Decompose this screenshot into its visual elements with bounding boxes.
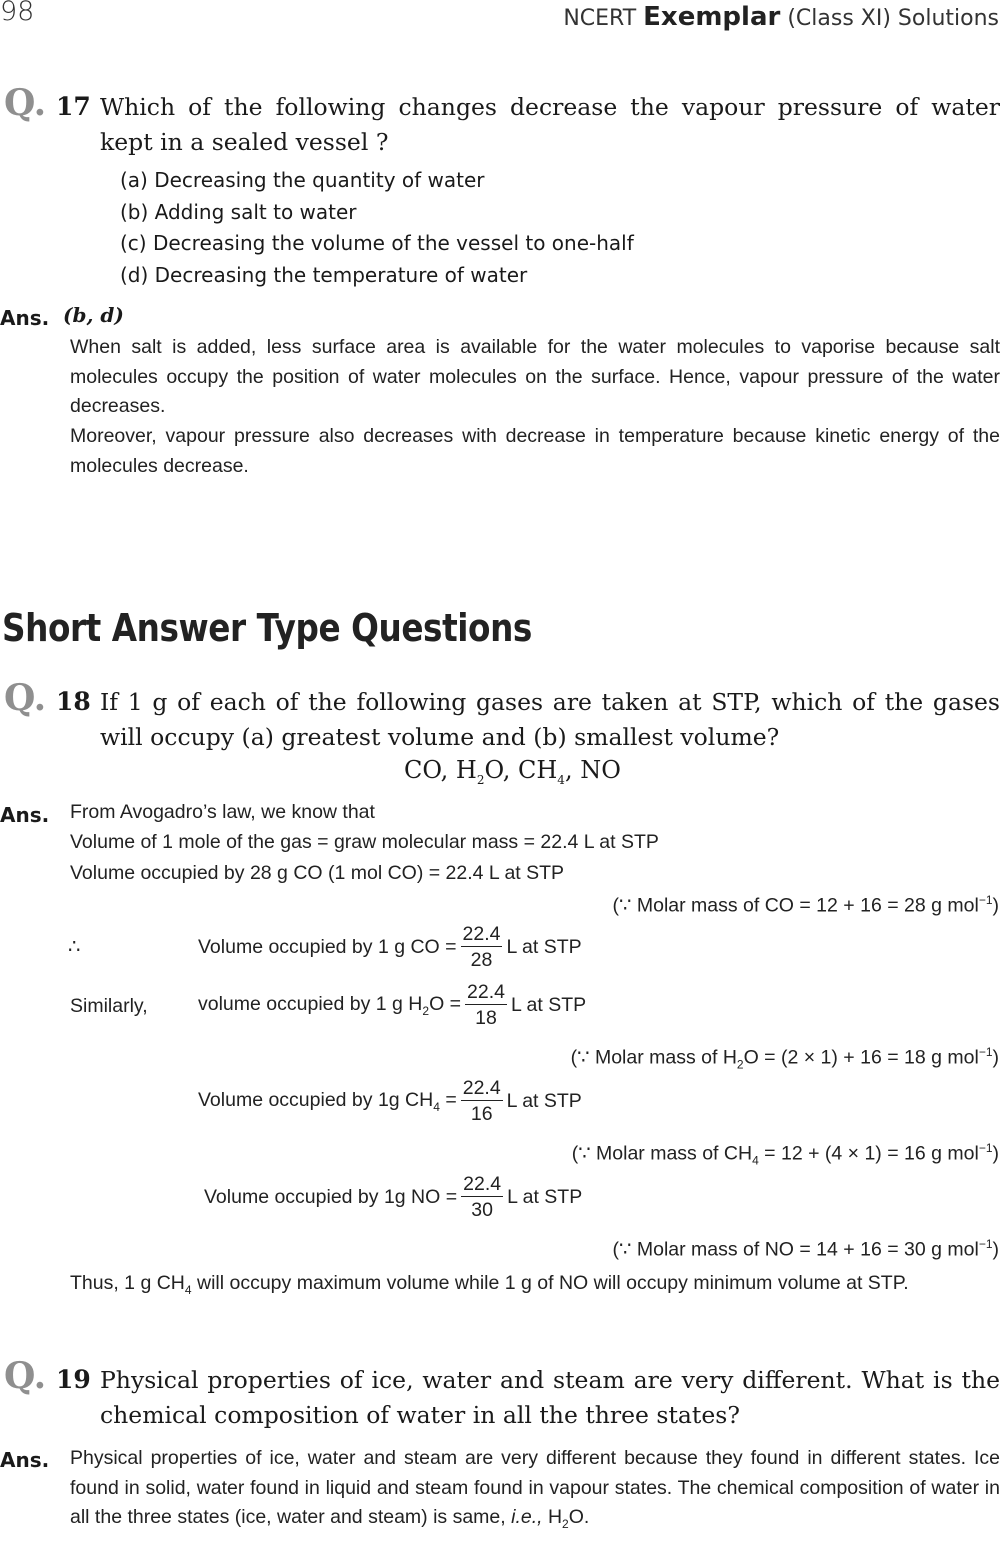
formula-end: , NO	[564, 756, 621, 784]
section-title: Short Answer Type Questions	[2, 606, 532, 650]
option-a: (a) Decreasing the quantity of water	[120, 168, 485, 192]
subscript: 4	[752, 1153, 759, 1168]
numerator: 22.4	[467, 981, 505, 1003]
answer-label-q19: Ans.	[0, 1448, 50, 1472]
fraction	[461, 922, 503, 973]
superscript: −1	[978, 1045, 993, 1059]
q17-options	[120, 165, 634, 291]
paren: )	[992, 1238, 999, 1261]
superscript: −1	[978, 893, 993, 907]
formula-co: CO, H	[404, 756, 477, 784]
eq-sign: =	[439, 1089, 457, 1112]
numerator: 22.4	[462, 923, 501, 945]
question-number-q17: 17	[56, 92, 91, 121]
superscript: −1	[978, 1237, 993, 1251]
subscript: 2	[422, 1003, 430, 1018]
conclusion-text: will occupy maximum volume while 1 g of NO will occupy minimum volume at STP.	[191, 1272, 909, 1294]
answer-para-q19	[70, 1444, 1000, 1539]
formula-sub: 4	[557, 772, 565, 787]
answer-label-q17: Ans.	[0, 306, 50, 330]
answer-text: Physical properties of ice, water and steam are very different because they found in different states. Ice found in solid, water found in liquid and steam found in vapour states. The chemical composition of water in all the three states (ice, water and steam) is same,	[70, 1447, 1000, 1528]
q18-conclusion	[70, 1269, 1000, 1305]
question-mark-q19: Q.	[4, 1355, 47, 1397]
subscript: 2	[736, 1057, 744, 1072]
eq-h2o	[198, 980, 586, 1031]
question-number-q19: 19	[56, 1365, 91, 1394]
paren: )	[992, 1142, 999, 1165]
subscript: 2	[562, 1516, 569, 1531]
question-number-q18: 18	[56, 687, 91, 716]
eq-left: volume occupied by 1 g H	[198, 993, 423, 1016]
question-text-q19: Physical properties of ice, water and steam are very different. What is the chemical composition of water in all the three states?	[100, 1366, 1000, 1429]
q18-line2: Volume of 1 mole of the gas = graw molecular mass = 22.4 L at STP	[70, 831, 659, 853]
unit: L at STP	[506, 1090, 582, 1112]
numerator: 22.4	[462, 1077, 501, 1099]
note-h2o	[571, 1045, 999, 1071]
denominator: 16	[470, 1103, 493, 1125]
eq-left: Volume occupied by 1g NO =	[204, 1186, 458, 1208]
subscript: 4	[433, 1099, 440, 1114]
q18-line1: From Avogadro’s law, we know that	[70, 801, 375, 823]
superscript: −1	[978, 1141, 993, 1155]
note-co	[613, 893, 999, 918]
note-text: = 12 + (4 × 1) = 16 g mol	[758, 1142, 979, 1165]
note-text: (∵ Molar mass of H	[570, 1046, 737, 1069]
formula-list	[404, 756, 621, 787]
similarly-label: Similarly,	[70, 995, 148, 1017]
option-b: (b) Adding salt to water	[120, 199, 357, 224]
eq-left: O =	[429, 993, 462, 1016]
eq-co	[198, 922, 582, 973]
denominator: 28	[470, 949, 493, 971]
unit: L at STP	[507, 1186, 583, 1208]
fraction	[461, 1076, 503, 1127]
therefore-symbol: ∴	[68, 936, 81, 958]
answer-para2-q17: Moreover, vapour pressure also decreases with decrease in temperature because kinetic energy of the molecules decrease.	[70, 425, 1000, 477]
paren: )	[992, 1046, 999, 1069]
eq-left: Volume occupied by 1g CH	[198, 1089, 434, 1112]
note-text: (∵ Molar mass of CH	[571, 1142, 753, 1165]
answer-options-q17: (b, d)	[63, 303, 124, 327]
formula-sub: 2	[476, 772, 485, 787]
eq-no	[204, 1172, 582, 1223]
fraction	[461, 1172, 503, 1223]
eq-ch4	[198, 1076, 582, 1127]
conclusion-text: Thus, 1 g CH	[70, 1272, 185, 1294]
note-text: (∵ Molar mass of NO = 14 + 16 = 30 g mol	[612, 1238, 979, 1261]
numerator: 22.4	[463, 1173, 502, 1195]
answer-label-q18: Ans.	[0, 803, 50, 827]
answer-text: H	[542, 1506, 563, 1528]
note-no	[613, 1237, 999, 1262]
book-suffix: (Class XI) Solutions	[780, 6, 999, 31]
running-header	[563, 2, 999, 32]
fraction	[465, 980, 507, 1031]
question-mark-q17: Q.	[4, 82, 47, 124]
note-ch4	[572, 1141, 999, 1167]
eq-left: Volume occupied by 1 g CO =	[198, 936, 457, 958]
answer-text: O.	[568, 1506, 590, 1528]
answer-para1-q17: When salt is added, less surface area is available for the water molecules to vaporise because salt molecules occupy the position of water molecules on the surface. Hence, vapour pressure of the water decreases.	[70, 336, 1000, 417]
question-text-q18: If 1 g of each of the following gases are taken at STP, which of the gases will occupy (a) greatest volume and (b) smallest volume?	[100, 688, 1000, 751]
note-text: (∵ Molar mass of CO = 12 + 16 = 28 g mol	[612, 894, 979, 917]
book-prefix: NCERT	[563, 6, 644, 31]
unit: L at STP	[506, 936, 582, 958]
option-c: (c) Decreasing the volume of the vessel to one-half	[120, 231, 634, 255]
question-text-q17: Which of the following changes decrease the vapour pressure of water kept in a sealed vessel ?	[100, 93, 1000, 156]
paren: )	[992, 894, 999, 917]
subscript: 4	[184, 1282, 192, 1297]
denominator: 30	[471, 1199, 493, 1221]
note-text: O = (2 × 1) + 16 = 18 g mol	[743, 1046, 979, 1069]
book-bold: Exemplar	[643, 2, 781, 32]
denominator: 18	[475, 1007, 497, 1029]
answer-italic: i.e.,	[511, 1506, 543, 1528]
option-d: (d) Decreasing the temperature of water	[120, 262, 528, 287]
unit: L at STP	[511, 994, 587, 1016]
question-mark-q18: Q.	[4, 677, 47, 719]
page-number: 98	[0, 0, 35, 27]
q18-line3: Volume occupied by 28 g CO (1 mol CO) = 22.4 L at STP	[70, 862, 565, 884]
formula-mid: O, CH	[484, 756, 558, 784]
